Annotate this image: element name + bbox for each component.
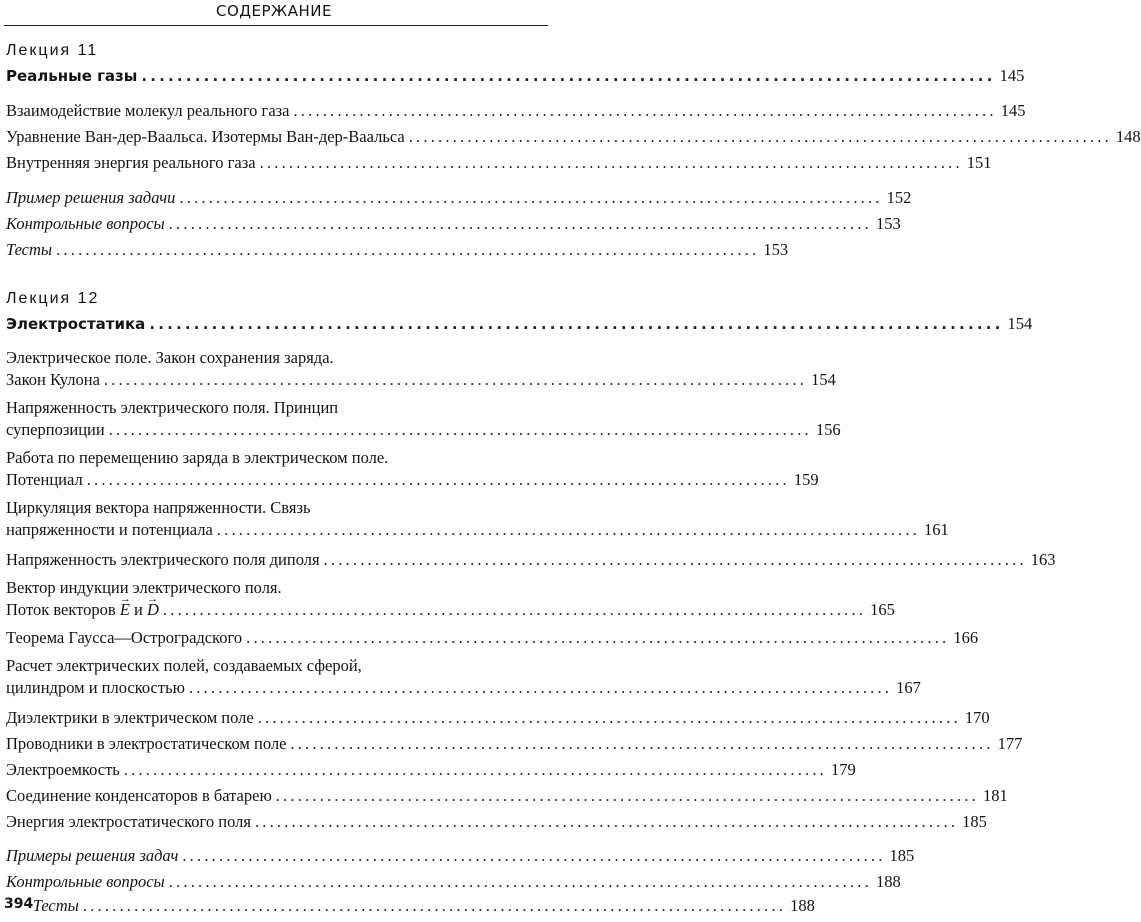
toc-entry-title: Проводники в электростатическом поле — [6, 734, 287, 753]
dot-leader: ................................................................................................ — [168, 872, 872, 891]
toc-entry-title: Контрольные вопросы — [6, 214, 165, 233]
toc-entry-page: 185 — [889, 846, 915, 865]
toc-entry-page: 161 — [924, 520, 949, 539]
dot-leader: ................................................................................................ — [123, 760, 828, 779]
dot-leader: ................................................................................................ — [149, 315, 1004, 333]
toc-entry-page: 185 — [962, 812, 987, 831]
dot-leader: ................................................................................................ — [141, 67, 996, 85]
toc-entry-page: 163 — [1030, 550, 1056, 569]
toc-entry-tests[interactable] — [6, 237, 789, 262]
dot-leader: ................................................................................................ — [179, 188, 883, 207]
toc-entry-title: Теорема Гаусса—Остроградского — [6, 628, 243, 647]
toc-entry-page: 188 — [790, 896, 815, 915]
dot-leader: ................................................................................................ — [86, 470, 790, 489]
toc-entry-title: Взаимодействие молекул реального газа — [6, 101, 290, 120]
toc-entry-title: Тесты — [32, 896, 79, 915]
toc-entry-line1: Электрическое поле. Закон сохранения заряда. — [6, 348, 334, 367]
toc-entry-flux[interactable] — [6, 597, 895, 622]
toc-entry[interactable] — [6, 517, 949, 542]
toc-entry-page: 153 — [763, 240, 789, 259]
toc-entry-questions[interactable] — [6, 869, 901, 894]
dot-leader: ................................................................................................ — [188, 678, 893, 697]
dot-leader: ................................................................................................ — [108, 420, 812, 439]
toc-entry-page: 167 — [896, 678, 921, 697]
dot-leader: ................................................................................................ — [246, 628, 950, 647]
toc-entry-page: 181 — [982, 786, 1008, 805]
toc-entry-title: Электроемкость — [6, 760, 120, 779]
toc-entry-title: Поток векторов — [6, 600, 116, 619]
toc-entry[interactable] — [6, 809, 987, 834]
dot-leader: ................................................................................................ — [293, 101, 997, 120]
page-number: 394 — [4, 896, 34, 912]
toc-entry-page: 145 — [999, 66, 1025, 85]
dot-leader: ................................................................................................ — [408, 127, 1112, 146]
toc-entry-page: 177 — [997, 734, 1023, 753]
dot-leader: ................................................................................................ — [323, 550, 1027, 569]
toc-entry-page: 159 — [793, 470, 819, 489]
toc-entry[interactable] — [6, 731, 1023, 756]
toc-entry[interactable] — [6, 675, 921, 700]
dot-leader: ................................................................................................ — [290, 734, 994, 753]
toc-entry-page: 151 — [966, 153, 992, 172]
toc-entry-page: 152 — [886, 188, 912, 207]
toc-entry-page: 156 — [815, 420, 841, 439]
toc-entry-line1: Вектор индукции электрического поля. — [6, 578, 282, 597]
toc-entry-page: 165 — [870, 600, 895, 619]
toc-entry-page: 148 — [1115, 127, 1141, 146]
toc-entry-title: Тесты — [6, 240, 53, 259]
toc-entry[interactable] — [6, 705, 990, 730]
toc-entry-title: напряженности и потенциала — [6, 520, 213, 539]
toc-entry-page: 179 — [831, 760, 856, 779]
toc-entry[interactable] — [6, 150, 992, 175]
conjunction: и — [134, 600, 143, 619]
toc-entry-title: суперпозиции — [6, 420, 105, 439]
toc-entry-questions[interactable] — [6, 211, 901, 236]
toc-entry-title: Примеры решения задач — [6, 846, 179, 865]
toc-entry-title: цилиндром и плоскостью — [6, 678, 185, 697]
dot-leader: ................................................................................................ — [259, 153, 963, 172]
dot-leader: ................................................................................................ — [162, 600, 867, 619]
toc-entry-page: 154 — [811, 370, 836, 389]
toc-entry-page: 166 — [953, 628, 979, 647]
toc-entry-page: 170 — [964, 708, 990, 727]
toc-entry[interactable] — [6, 98, 1026, 123]
toc-entry[interactable] — [6, 467, 819, 492]
vector-e-symbol: → E — [120, 600, 130, 619]
toc-entry-line1: Напряженность электрического поля. Принцип — [6, 398, 339, 417]
toc-entry-line1: Работа по перемещению заряда в электрическом поле. — [6, 448, 389, 467]
toc-entry-line1: Циркуляция вектора напряженности. Связь — [6, 498, 311, 517]
toc-entry-page: 188 — [875, 872, 901, 891]
dot-leader: ................................................................................................ — [216, 520, 920, 539]
toc-entry-title: Контрольные вопросы — [6, 872, 165, 891]
toc-entry-title: Соединение конденсаторов в батарею — [6, 786, 272, 805]
dot-leader: ................................................................................................ — [275, 786, 979, 805]
toc-entry-real-gases[interactable] — [6, 63, 1025, 89]
toc-entry-tests[interactable] — [6, 893, 815, 918]
toc-entry-title: Уравнение Ван-дер-Ваальса. Изотермы Ван-дер-Ваальса — [6, 127, 405, 146]
running-header: СОДЕРЖАНИЕ — [216, 2, 332, 20]
toc-entry-title: Внутренняя энергия реального газа — [6, 153, 256, 172]
toc-entry-title: Электростатика — [6, 315, 146, 333]
toc-entry-title: Потенциал — [6, 470, 83, 489]
toc-entry[interactable] — [6, 367, 836, 392]
toc-entry-example[interactable] — [6, 185, 912, 210]
toc-entry[interactable] — [6, 625, 979, 650]
dot-leader: ................................................................................................ — [56, 240, 760, 259]
toc-entry-title: Энергия электростатического поля — [6, 812, 251, 831]
toc-entry-page: 153 — [875, 214, 901, 233]
toc-entry-title: Напряженность электрического поля диполя — [6, 550, 320, 569]
toc-entry[interactable] — [6, 417, 841, 442]
lecture-11-label: Лекция 11 — [6, 42, 99, 59]
toc-entry-examples[interactable] — [6, 843, 915, 868]
dot-leader: ................................................................................................ — [257, 708, 961, 727]
header-rule — [4, 25, 548, 26]
lecture-12-label: Лекция 12 — [6, 290, 100, 307]
dot-leader: ................................................................................................ — [82, 896, 787, 915]
dot-leader: ................................................................................................ — [168, 214, 872, 233]
toc-entry-page: 145 — [1000, 101, 1026, 120]
toc-entry[interactable] — [6, 124, 1141, 149]
dot-leader: ................................................................................................ — [182, 846, 886, 865]
toc-entry-electrostatics[interactable] — [6, 311, 1033, 337]
dot-leader: ................................................................................................ — [254, 812, 959, 831]
toc-entry[interactable] — [6, 547, 1056, 572]
toc-entry-title: Закон Кулона — [6, 370, 100, 389]
vector-d-symbol: → D — [147, 600, 159, 619]
toc-entry-title: Диэлектрики в электрическом поле — [6, 708, 254, 727]
dot-leader: ................................................................................................ — [103, 370, 808, 389]
toc-entry[interactable] — [6, 757, 856, 782]
toc-entry-line1: Расчет электрических полей, создаваемых сферой, — [6, 656, 362, 675]
toc-entry-page: 154 — [1007, 314, 1033, 333]
toc-entry-title: Пример решения задачи — [6, 188, 176, 207]
toc-entry-title-group — [6, 597, 159, 622]
toc-entry-title: Реальные газы — [6, 67, 138, 85]
toc-entry[interactable] — [6, 783, 1008, 808]
